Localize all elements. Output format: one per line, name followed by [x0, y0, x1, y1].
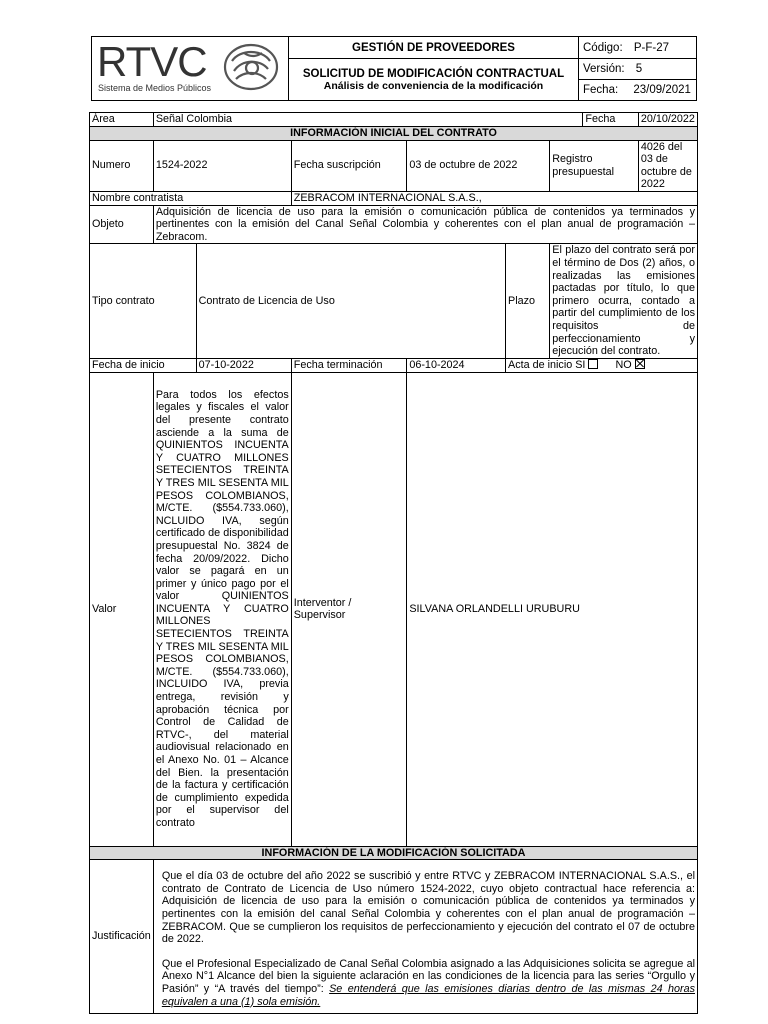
justificacion-paragraph-2: [162, 958, 695, 1008]
acta-si-checkbox[interactable]: [588, 359, 598, 369]
numero-label: Numero: [90, 140, 154, 191]
suscripcion-value: 03 de octubre de 2022: [407, 140, 550, 191]
inicio-label: Fecha de inicio: [90, 358, 197, 372]
section-initial-info: INFORMACIÓN INICIAL DEL CONTRATO: [90, 127, 698, 141]
area-label: Área: [90, 113, 154, 127]
suscripcion-label: Fecha suscripción: [291, 140, 407, 191]
version-label: Versión:: [583, 63, 625, 75]
swirl-logo-icon: [222, 41, 280, 93]
valor-text: Para todos los efectos legales y fiscales el valor del presente contrato asciende a la suma de QUINIENTOS INCUENTA Y CUATRO MILLONES SETECIENTOS TREINTA Y TRES MIL SESENTA MIL PESOS COLOMBIANOS, M/CTE. ($554.733.060), NCLUIDO IVA, según certificado de disponibilidad presupuestal No. 3824 de fecha 20/09/2022. Dicho valor se pagará en un primer y único pago por el valor QUINIENTOS INCUENTA Y CUATRO MILLONES SETECIENTOS TREINTA Y TRES MIL SESENTA MIL PESOS COLOMBIANOS, M/CTE. ($554.733.060), INCLUIDO IVA, previa entrega, revisión y aprobación técnica por Control de Calidad de RTVC-, del material audiovisual relacionado en el Anexo No. 01 – Alcance del Bien. la presentación de la factura y certificación de cumplimiento expedida por el supervisor del contrato: [153, 372, 291, 846]
numero-value: 1524-2022: [153, 140, 291, 191]
document-header: [91, 36, 697, 101]
inicio-value: 07-10-2022: [196, 358, 291, 372]
version-value: 5: [635, 63, 643, 75]
justificacion-label: Justificación: [90, 860, 154, 1014]
fecha-header-value: 23/09/2021: [633, 84, 691, 96]
interventor-label: Interventor / Supervisor: [291, 372, 407, 846]
codigo-value: P-F-27: [633, 41, 669, 54]
justificacion-paragraph-2-emphasis: Se entenderá que las emisiones diarias dentro de las mismas 24 horas equivalen a una (1) sola emisión.: [161, 983, 695, 1008]
plazo-value: El plazo del contrato será por el término de Dos (2) años, o realizadas las emisiones pactadas por título, lo que primero ocurra, contado a partir del cumplimiento de los requisitos de perfeccionamiento y ejecución del contrato.: [550, 244, 698, 358]
document-subtitle-2: Análisis de conveniencia de la modificación: [323, 79, 544, 92]
rtvc-logo-text: RTVC: [97, 38, 207, 85]
acta-inicio-label: Acta de inicio SI: [508, 358, 586, 371]
logo-cell: [92, 37, 289, 101]
fecha-header-label: Fecha:: [583, 84, 619, 96]
fecha-value: 20/10/2022: [638, 113, 697, 127]
contract-info-table: [89, 112, 698, 1014]
registro-value: 4026 del 03 de octubre de 2022: [638, 140, 697, 191]
version-cell: [579, 59, 697, 80]
contratista-label: Nombre contratista: [90, 191, 292, 205]
plazo-label: Plazo: [506, 244, 550, 358]
registro-label: Registro presupuestal: [550, 140, 639, 191]
acta-no-label: NO: [615, 358, 632, 371]
justificacion-paragraph-1: Que el día 03 de octubre del año 2022 se suscribió y entre RTVC y ZEBRACOM INTERNACIONAL S.A.S., el contrato de Contrato de Licencia de Uso número 1524-2022, cuyo objeto contractual hace referencia a: Adquisición de licencia de uso para la emisión o comunicación pública de contenidos ya terminados y pertinentes con la emisión del canal Señal Colombia y coherentes con el plan anual de programación – ZEBRACOM. Que se cumplieron los requisitos de perfeccionamiento y ejecución del contrato el 07 de octubre de 2022.: [161, 870, 695, 946]
tipo-contrato-label: Tipo contrato: [90, 244, 197, 358]
area-value: Señal Colombia: [153, 113, 583, 127]
codigo-cell: [579, 37, 697, 59]
interventor-value: SILVANA ORLANDELLI URUBURU: [407, 372, 698, 846]
contratista-value: ZEBRACOM INTERNACIONAL S.A.S.,: [291, 191, 697, 205]
objeto-label: Objeto: [90, 205, 154, 244]
document-subtitle-cell: [289, 59, 579, 101]
document-subtitle: SOLICITUD DE MODIFICACIÓN CONTRACTUAL: [302, 67, 565, 80]
section-modification-info: INFORMACIÓN DE LA MODIFICACIÓN SOLICITADA: [90, 846, 698, 860]
valor-label: Valor: [90, 372, 154, 846]
fecha-header-cell: [579, 80, 697, 101]
terminacion-label: Fecha terminación: [291, 358, 407, 372]
tipo-contrato-value: Contrato de Licencia de Uso: [196, 244, 505, 358]
acta-no-checkbox[interactable]: [635, 359, 645, 369]
terminacion-value: 06-10-2024: [407, 358, 506, 372]
fecha-label: Fecha: [583, 113, 638, 127]
justificacion-cell: [153, 860, 697, 1014]
acta-inicio-cell: [506, 358, 698, 372]
rtvc-logo-subtitle: Sistema de Medios Públicos: [98, 83, 212, 93]
objeto-value: Adquisición de licencia de uso para la emisión o comunicación pública de contenidos ya terminados y pertinentes con la emisión del Canal Señal Colombia y coherentes con el plan anual de programación – Zebracom.: [153, 205, 697, 244]
codigo-label: Código:: [583, 41, 623, 54]
document-title: GESTIÓN DE PROVEEDORES: [289, 37, 579, 59]
justificacion-paragraph-2-text: Que el Profesional Especializado de Canal Señal Colombia asignado a las Adquisiciones solicita se agregue al Anexo N°1 Alcance del bien la siguiente aclaración en las condiciones de la licencia para las series “Orgullo y Pasión” y “A través del tiempo”:: [161, 957, 695, 996]
